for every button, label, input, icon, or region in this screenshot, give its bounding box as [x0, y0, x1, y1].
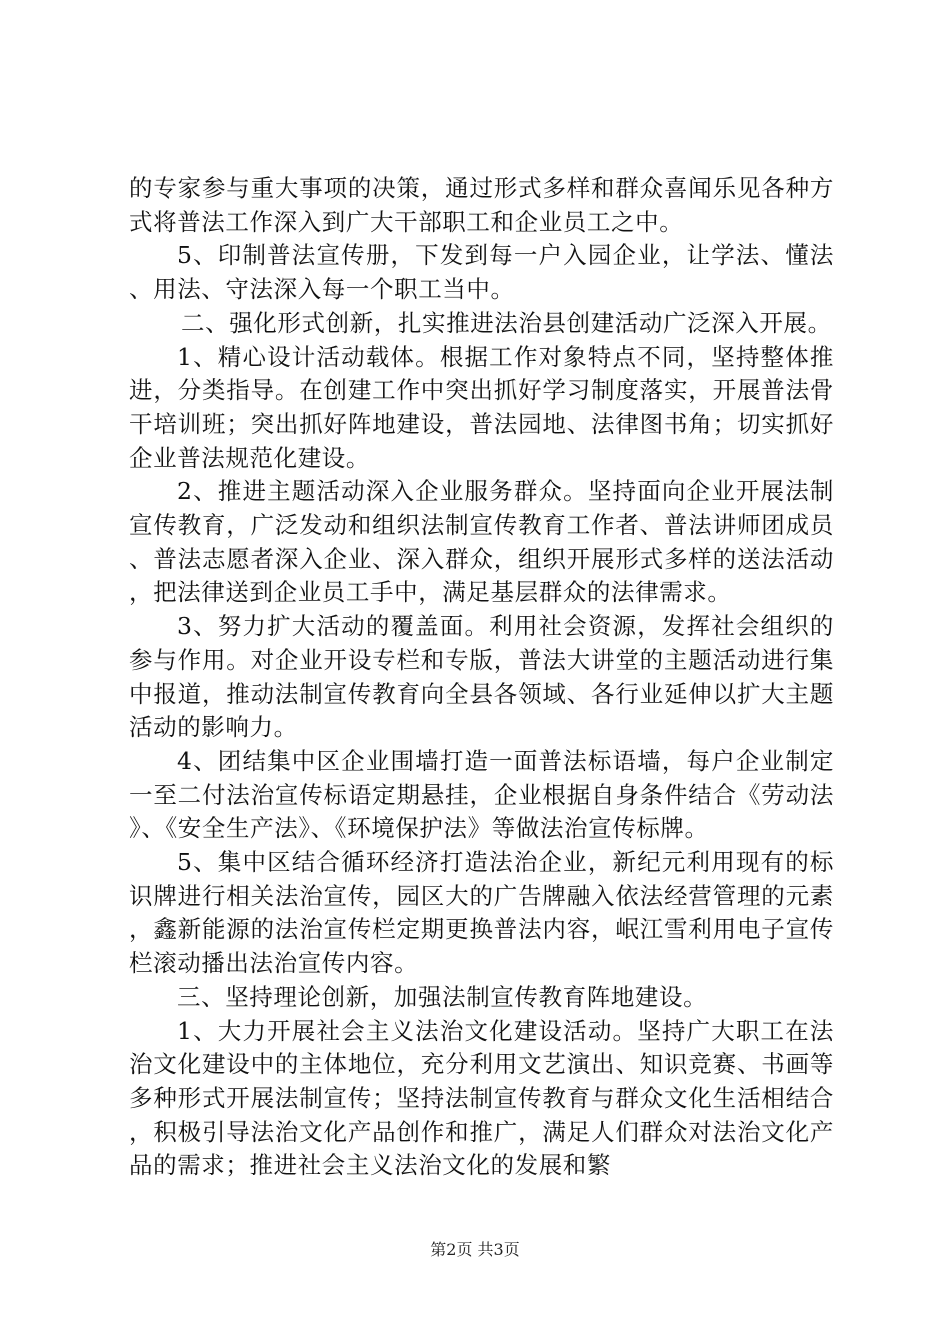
- paragraph-item-1-culture: 1、大力开展社会主义法治文化建设活动。坚持广大职工在法治文化建设中的主体地位，充分利用文艺演出、知识竞赛、书画等多种形式开展法制宣传；坚持法制宣传教育与群众文化生活相结合，积极引导法治文化产品创作和推广，满足人们群众对法治文化产品的需求；推进社会主义法治文化的发展和繁: [129, 1016, 834, 1180]
- paragraph-item-5-brochure: 5、印制普法宣传册，下发到每一户入园企业，让学法、懂法、用法、守法深入每一个职工当中。: [129, 241, 834, 304]
- paragraph-item-1-carrier: 1、精心设计活动载体。根据工作对象特点不同，坚持整体推进，分类指导。在创建工作中突出抓好学习制度落实，开展普法骨干培训班；突出抓好阵地建设，普法园地、法律图书角；切实抓好企业普法规范化建设。: [129, 342, 834, 472]
- paragraph-continuation: 的专家参与重大事项的决策，通过形式多样和群众喜闻乐见各种方式将普法工作深入到广大干部职工和企业员工之中。: [129, 174, 834, 236]
- section-heading-2: 二、强化形式创新，扎实推进法治县创建活动广泛深入开展。: [181, 308, 832, 337]
- page-number-footer: 第2页 共3页: [430, 1240, 520, 1259]
- paragraph-item-3-coverage: 3、努力扩大活动的覆盖面。利用社会资源，发挥社会组织的参与作用。对企业开设专栏和专版，普法大讲堂的主题活动进行集中报道，推动法制宣传教育向全县各领域、各行业延伸以扩大主题活动的影响力。: [129, 612, 834, 742]
- paragraph-item-4-slogan-wall: 4、团结集中区企业围墙打造一面普法标语墙，每户企业制定一至二付法治宣传标语定期悬挂，企业根据自身条件结合《劳动法》、《安全生产法》、《环境保护法》等做法治宣传标牌。: [129, 746, 834, 843]
- section-heading-3: 三、坚持理论创新，加强法制宣传教育阵地建设。: [177, 982, 708, 1011]
- document-body: [129, 172, 834, 1183]
- paragraph-item-5-enterprise: 5、集中区结合循环经济打造法治企业，新纪元利用现有的标识牌进行相关法治宣传，园区大的广告牌融入依法经营管理的元素，鑫新能源的法治宣传栏定期更换普法内容，岷江雪利用电子宣传栏滚动播出法治宣传内容。: [129, 848, 834, 978]
- paragraph-item-2-theme: 2、推进主题活动深入企业服务群众。坚持面向企业开展法制宣传教育，广泛发动和组织法制宣传教育工作者、普法讲师团成员、普法志愿者深入企业、深入群众，组织开展形式多样的送法活动，把法律送到企业员工手中，满足基层群众的法律需求。: [129, 477, 834, 607]
